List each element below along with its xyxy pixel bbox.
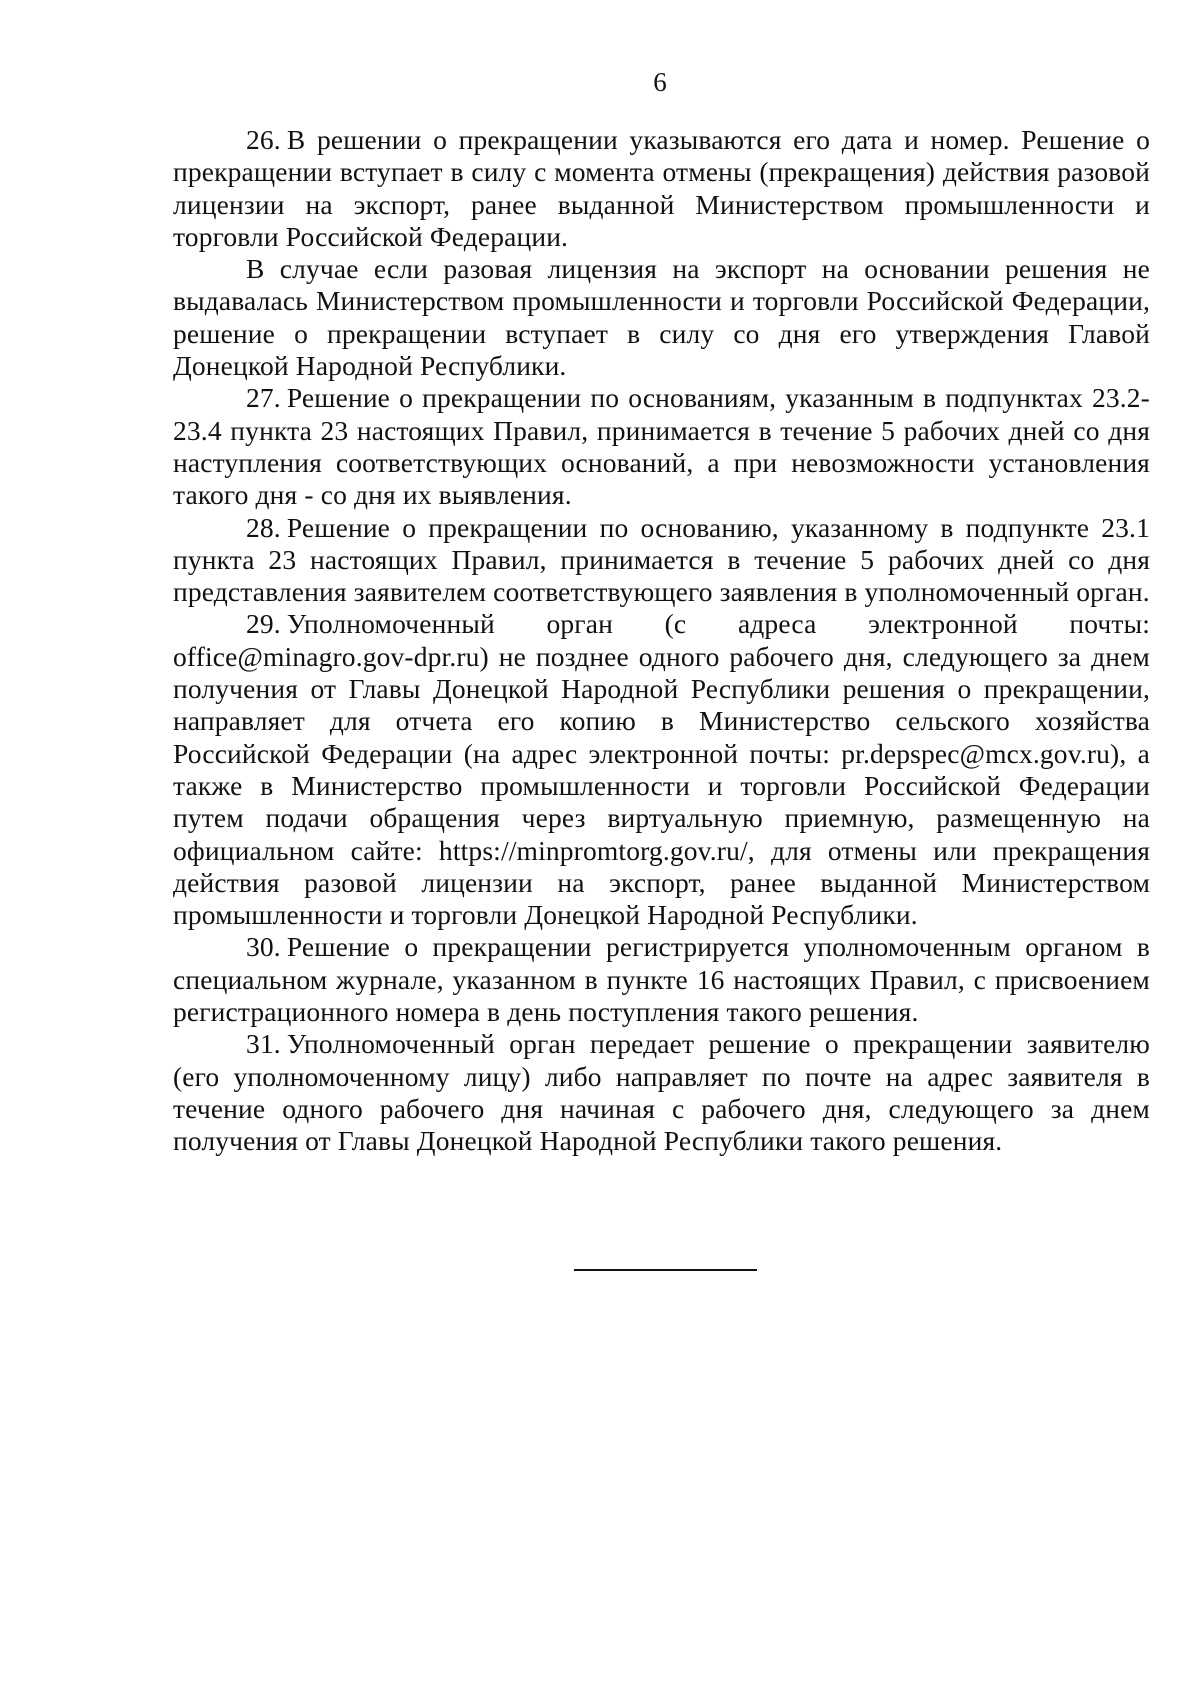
paragraph-26 — [173, 124, 1150, 253]
paragraph-text: В случае если разовая лицензия на экспорт на основании решения не выдавалась Министерством промышленности и торговли Российской Федерации, решение о прекращении вступает в силу со дня его утверждения Главой Донецкой Народной Республики. — [173, 253, 1150, 382]
paragraph-26-continuation — [173, 253, 1150, 382]
paragraph-number: 26. — [246, 124, 281, 155]
end-of-document-rule — [574, 1269, 757, 1271]
paragraph-text: Уполномоченный орган (с адреса электронной почты: office@minagro.gov-dpr.ru) не позднее одного рабочего дня, следующего за днем получения от Главы Донецкой Народной Республики решения о прекращении, направляет для отчета его копию в Министерство сельского хозяйства Российской Федерации (на адрес электронной почты: pr.depspec@mcx.gov.ru), а также в Министерство промышленности и торговли Российской Федерации путем подачи обращения через виртуальную приемную, размещенную на официальном сайте: https://minpromtorg.gov.ru/, для отмены или прекращения действия разовой лицензии на экспорт, ранее выданной Министерством промышленности и торговли Донецкой Народной Республики. — [173, 608, 1150, 931]
document-body — [173, 124, 1150, 1158]
paragraph-number: 28. — [246, 511, 281, 543]
paragraph-number: 31. — [246, 1028, 281, 1060]
paragraph-text: Уполномоченный орган передает решение о прекращении заявителю (его уполномоченному лицу) либо направляет по почте на адрес заявителя в течение одного рабочего дня начиная с рабочего дня, следующего за днем получения от Главы Донецкой Народной Республики такого решения. — [173, 1028, 1150, 1157]
paragraph-28 — [173, 512, 1150, 609]
paragraph-text: В решении о прекращении указываются его дата и номер. Решение о прекращении вступает в силу с момента отмены (прекращения) действия разовой лицензии на экспорт, ранее выданной Министерством промышленности и торговли Российской Федерации. — [173, 124, 1150, 252]
paragraph-text: Решение о прекращении регистрируется уполномоченным органом в специальном журнале, указанном в пункте 16 настоящих Правил, с присвоением регистрационного номера в день поступления такого решения. — [173, 931, 1150, 1028]
paragraph-number: 30. — [246, 931, 281, 963]
paragraph-27 — [173, 382, 1150, 511]
paragraph-text: Решение о прекращении по основанию, указанному в подпункте 23.1 пункта 23 настоящих Правил, принимается в течение 5 рабочих дней со дня представления заявителем соответствующего заявления в уполномоченный орган. — [173, 511, 1150, 608]
page-number: 6 — [653, 67, 667, 97]
paragraph-31 — [173, 1028, 1150, 1157]
paragraph-number: 27. — [246, 382, 281, 414]
paragraph-29 — [173, 608, 1150, 931]
paragraph-number: 29. — [246, 608, 281, 640]
paragraph-text: Решение о прекращении по основаниям, указанным в подпунктах 23.2-23.4 пункта 23 настоящих Правил, принимается в течение 5 рабочих дней со дня наступления соответствующих оснований, а при невозможности установления такого дня - со дня их выявления. — [173, 382, 1150, 511]
paragraph-30 — [173, 931, 1150, 1028]
